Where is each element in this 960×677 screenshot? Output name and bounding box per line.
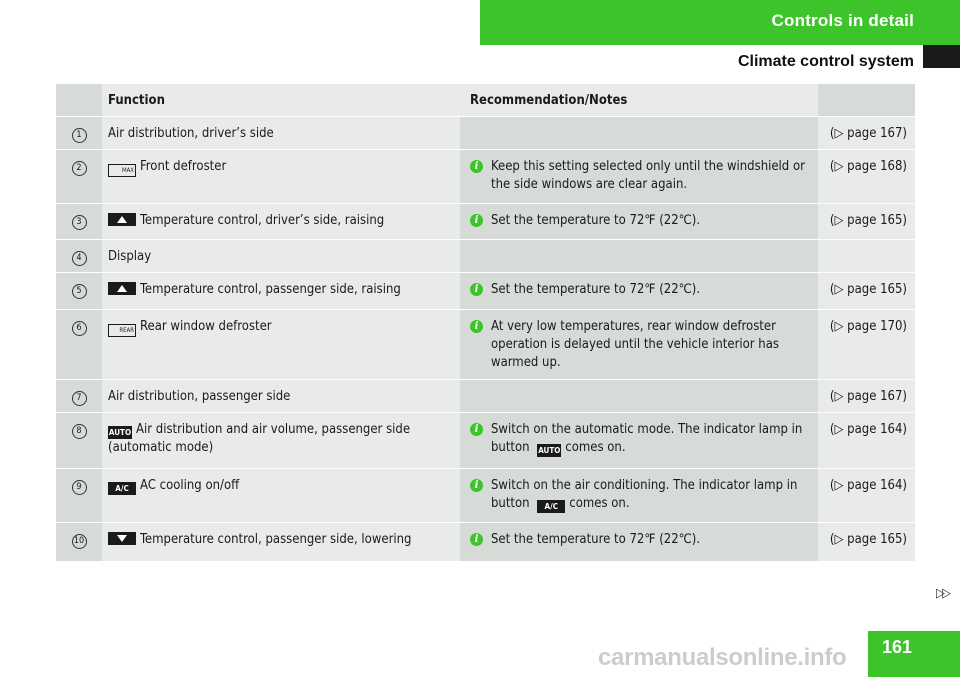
page-reference: (▷ page 167) [818,117,915,149]
page-reference [818,240,915,272]
header-cell-function: Function [102,84,460,116]
item-number: 10 [72,534,87,549]
item-number: 6 [72,321,87,336]
info-icon: i [470,160,483,173]
temperature-down-icon [108,532,136,545]
page-reference: (▷ page 165) [818,204,915,239]
header-marker-block [923,45,960,68]
table-row [56,239,915,272]
page-number: 161 [882,637,913,657]
page-reference: (▷ page 164) [818,413,915,468]
info-icon: i [470,423,483,436]
function-text: Display [108,249,152,264]
item-number: 5 [72,284,87,299]
note-text: At very low temperatures, rear window defroster operation is delayed until the vehicle interior has warmed up. [491,319,779,370]
note-text: Set the temperature to 72℉ (22℃). [491,213,701,228]
info-icon: i [470,320,483,333]
front-defrost-icon: MAX [108,164,136,177]
page-number-tab [868,631,960,677]
item-number: 1 [72,128,87,143]
item-number: 8 [72,424,87,439]
page-reference: (▷ page 165) [818,523,915,561]
temperature-up-icon [108,282,136,295]
auto-button-icon: AUTO [108,428,132,437]
table-row [56,522,915,561]
note-text-end: comes on. [569,496,630,511]
table-row [56,272,915,309]
function-text: Temperature control, passenger side, lowering [140,532,412,547]
function-text: Temperature control, driver’s side, raising [140,213,385,228]
info-icon: i [470,479,483,492]
ac-button-icon: A/C [108,482,136,495]
note-text: Keep this setting selected only until the windshield or the side windows are clear again. [491,159,805,192]
note-text: Switch on the air conditioning. The indicator lamp in button [491,478,798,511]
page-subtitle: Climate control system [737,53,914,70]
function-text: Air distribution and air volume, passenger side (automatic mode) [108,422,411,455]
info-icon: i [470,283,483,296]
table-header-row [56,83,915,116]
note-text: Set the temperature to 72℉ (22℃). [491,532,701,547]
ac-button-icon: A/C [537,500,565,513]
function-text: Air distribution, driver’s side [108,126,274,141]
table-row [56,149,915,203]
function-text: AC cooling on/off [140,478,240,493]
info-icon: i [470,214,483,227]
table-row [56,203,915,239]
section-header-tab [480,0,960,45]
note-text: Switch on the automatic mode. The indicator lamp in button [491,422,803,455]
page-reference: (▷ page 164) [818,469,915,522]
page-reference: (▷ page 168) [818,150,915,203]
header-cell-number [56,84,102,116]
function-text: Rear window defroster [140,319,272,334]
page-reference: (▷ page 165) [818,273,915,309]
note-text-end: comes on. [565,440,626,455]
note-text: Set the temperature to 72℉ (22℃). [491,282,701,297]
item-number: 2 [72,161,87,176]
continued-arrow-icon: ▷▷ [936,586,948,601]
table-row [56,116,915,149]
item-number: 4 [72,251,87,266]
page-reference: (▷ page 170) [818,310,915,379]
rear-defrost-icon: REAR [108,324,136,337]
temperature-up-icon [108,213,136,226]
table-row [56,309,915,379]
table-row [56,468,915,522]
table-row [56,412,915,468]
watermark: carmanualsonline.info [598,644,847,671]
page-reference: (▷ page 167) [818,380,915,412]
function-text: Temperature control, passenger side, raising [140,282,401,297]
function-text: Front defroster [140,159,227,174]
header-cell-reference [818,84,915,116]
function-text: Air distribution, passenger side [108,389,291,404]
climate-control-table [56,83,915,561]
auto-button-icon: AUTO [538,446,561,455]
info-icon: i [470,533,483,546]
item-number: 7 [72,391,87,406]
item-number: 3 [72,215,87,230]
item-number: 9 [72,480,87,495]
table-row [56,379,915,412]
header-cell-notes: Recommendation/Notes [460,84,818,116]
section-title: Controls in detail [771,11,914,30]
